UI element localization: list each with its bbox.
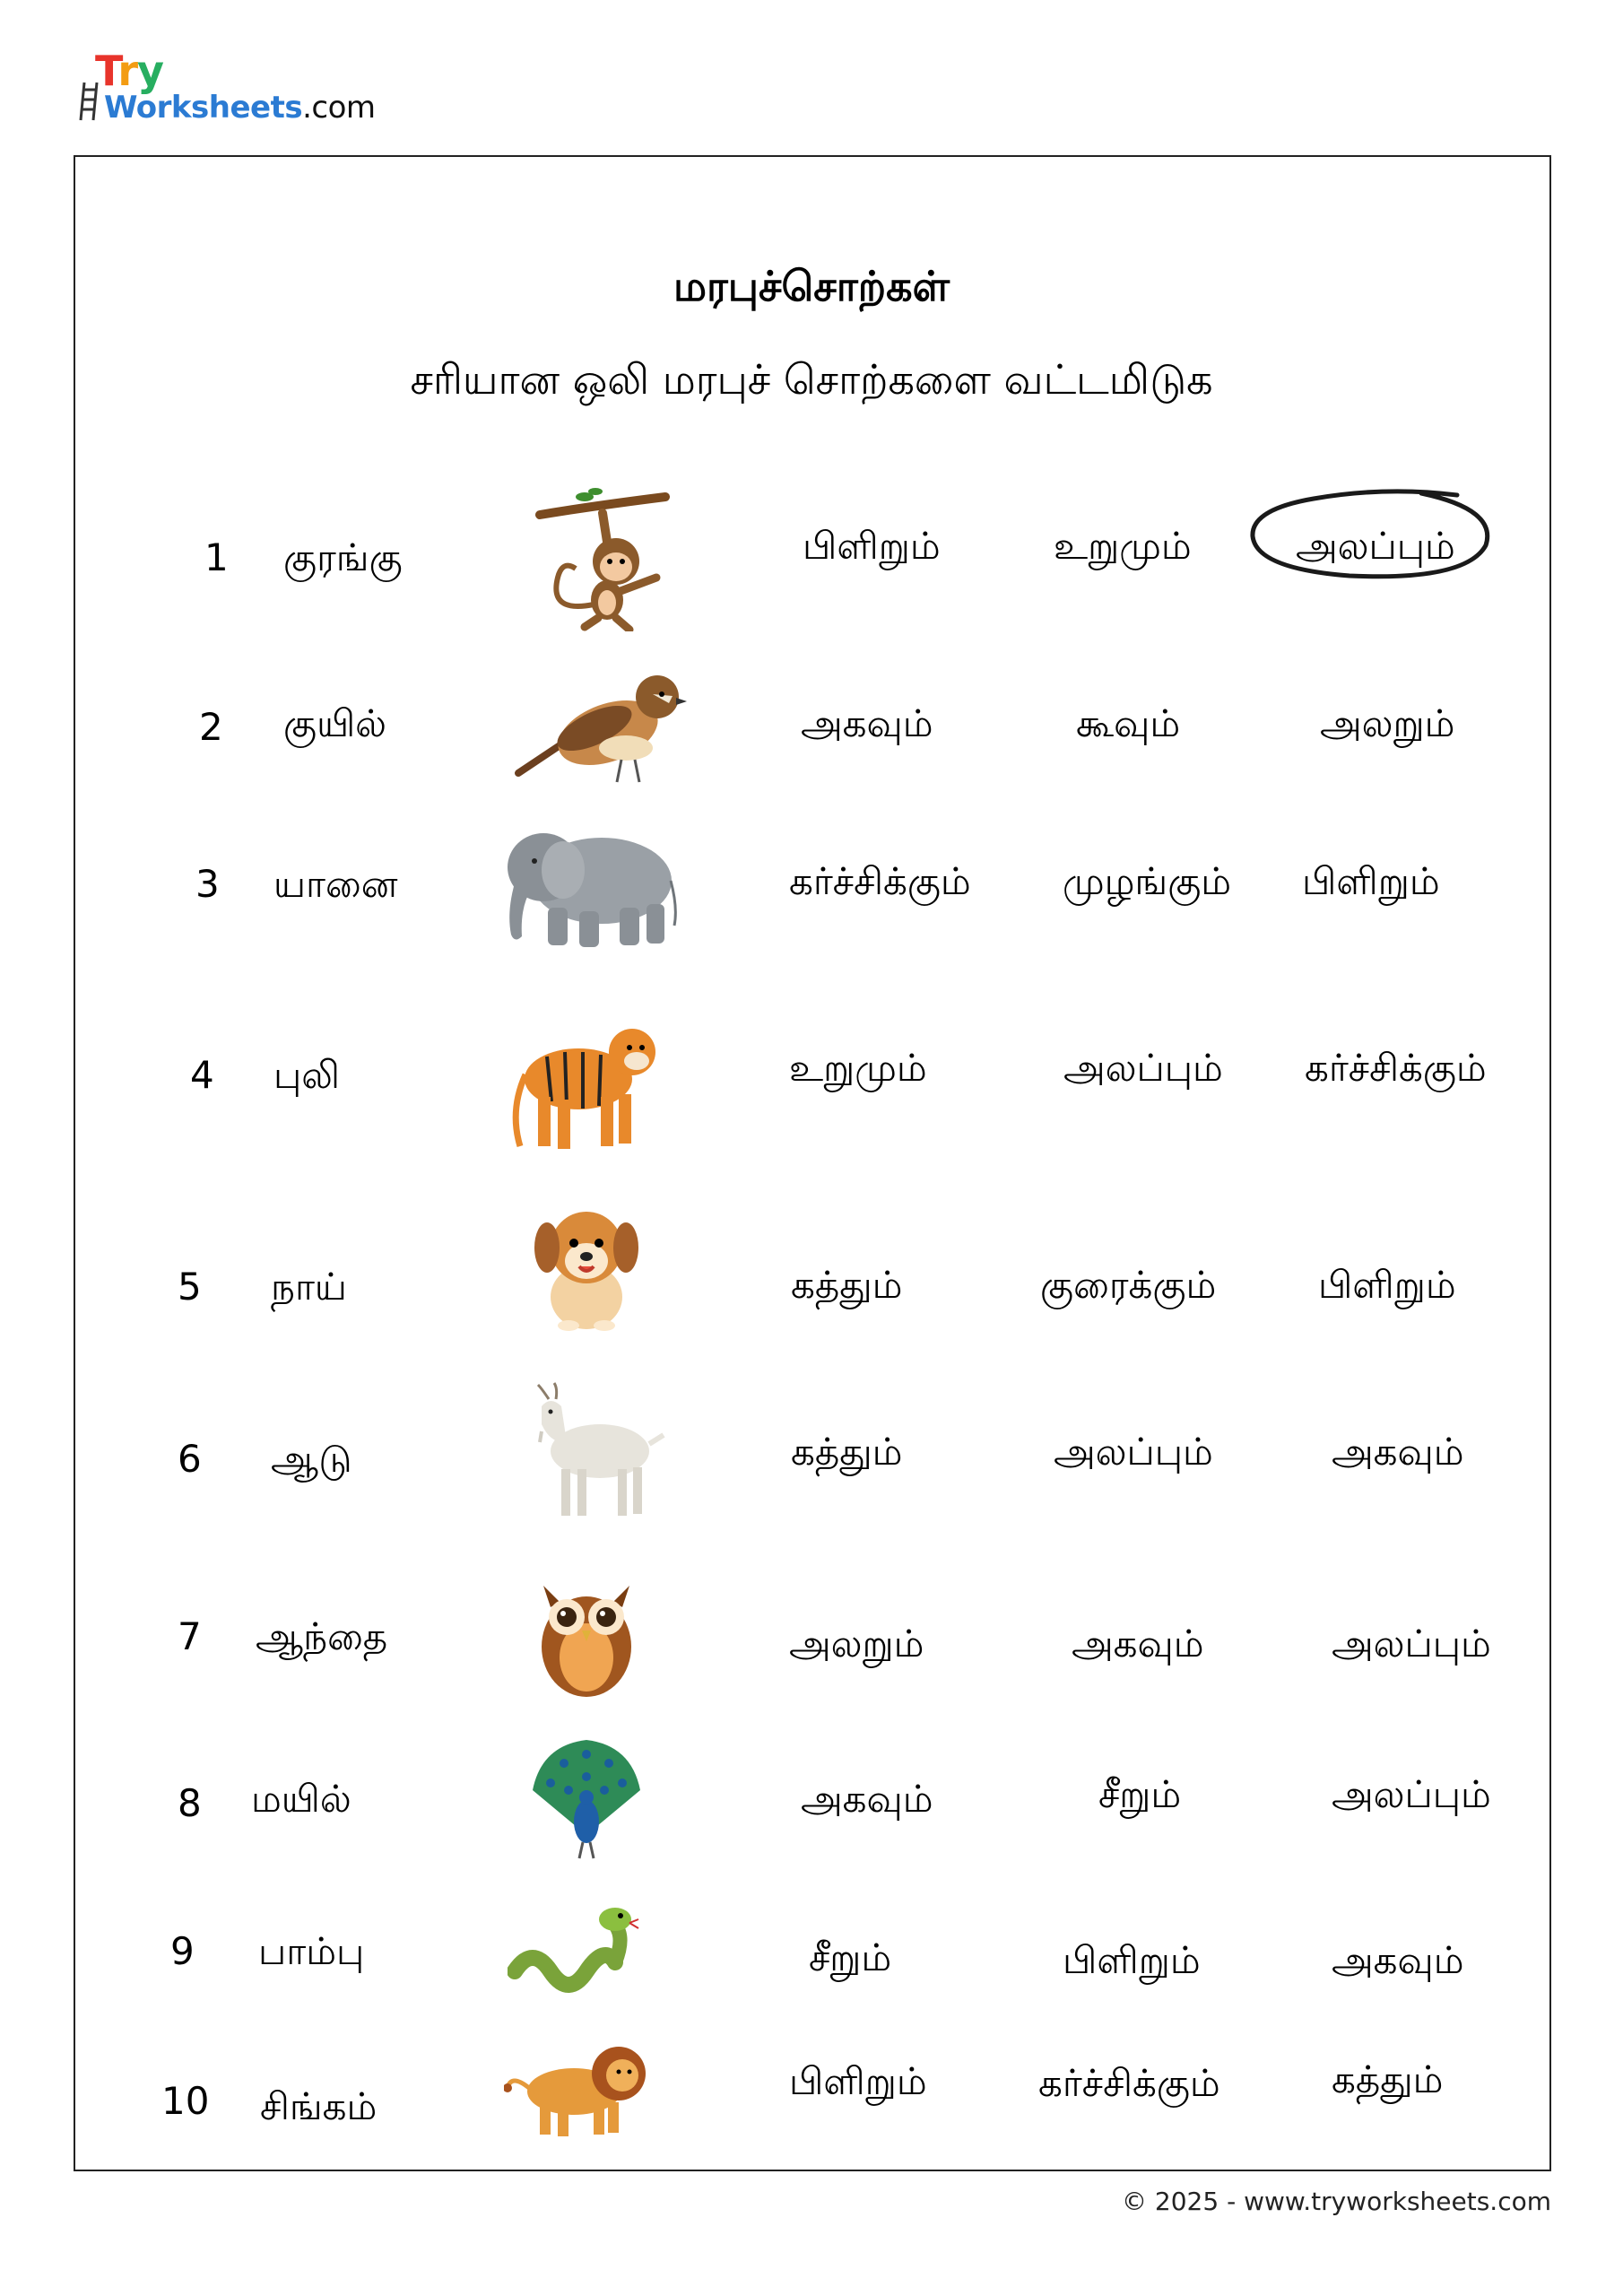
option-2[interactable]: சீறும் (1098, 1772, 1182, 1816)
option-1[interactable]: கர்ச்சிக்கும் (789, 859, 971, 903)
option-2[interactable]: குரைக்கும் (1040, 1263, 1217, 1307)
option-3[interactable]: அகவும் (1332, 1938, 1464, 1982)
dog-icon (524, 1198, 649, 1333)
option-1[interactable]: அகவும் (801, 701, 933, 745)
row-number: 6 (178, 1437, 202, 1481)
option-3[interactable]: அலறும் (1320, 701, 1455, 745)
option-3[interactable]: பிளிறும் (1302, 859, 1440, 903)
animal-name: ஆடு (271, 1437, 352, 1481)
option-2[interactable]: உறுமும் (1054, 524, 1192, 568)
option-1[interactable]: கத்தும் (791, 1263, 903, 1307)
animal-name: புலி (273, 1053, 341, 1097)
animal-name: நாய் (271, 1265, 347, 1309)
answer-circle-icon (1242, 483, 1497, 590)
option-1[interactable]: அலறும் (789, 1622, 924, 1665)
lion-icon (504, 2038, 647, 2138)
option-3[interactable]: அலப்பும் (1296, 524, 1455, 568)
option-3[interactable]: அலப்பும் (1332, 1772, 1491, 1816)
option-1[interactable]: பிளிறும் (789, 2059, 927, 2103)
option-1[interactable]: உறுமும் (789, 1046, 927, 1090)
logo-try: Try (95, 47, 164, 95)
elephant-icon (499, 818, 678, 952)
option-2[interactable]: அலப்பும் (1054, 1430, 1213, 1474)
option-2[interactable]: கூவும் (1076, 701, 1181, 745)
monkey-icon (531, 479, 674, 631)
owl-icon (533, 1568, 640, 1700)
option-3[interactable]: கத்தும் (1332, 2057, 1444, 2101)
option-2[interactable]: கர்ச்சிக்கும் (1038, 2061, 1220, 2105)
option-2[interactable]: அலப்பும் (1063, 1046, 1223, 1090)
option-2[interactable]: முழங்கும் (1063, 859, 1232, 903)
peacock-icon (524, 1736, 649, 1862)
animal-name: யானை (273, 862, 398, 906)
tiger-icon (502, 1012, 664, 1155)
row-number: 10 (161, 2079, 210, 2123)
worksheet-title: மரபுச்சொற்கள் (673, 262, 950, 310)
snake-icon (508, 1900, 642, 1998)
option-3[interactable]: அலப்பும் (1332, 1622, 1491, 1665)
animal-name: சிங்கம் (260, 2084, 378, 2128)
row-number: 3 (195, 862, 220, 906)
animal-name: குயில் (283, 701, 387, 745)
worksheet-instruction: சரியான ஒலி மரபுச் சொற்களை வட்டமிடுக (410, 355, 1213, 404)
option-3[interactable]: பிளிறும் (1318, 1263, 1456, 1307)
logo-worksheets: Worksheets.com (104, 90, 376, 126)
row-number: 7 (178, 1614, 202, 1658)
option-2[interactable]: அகவும் (1072, 1622, 1204, 1665)
worksheet-frame (74, 155, 1551, 2171)
row-number: 5 (178, 1265, 202, 1309)
row-number: 2 (199, 705, 223, 749)
animal-name: ஆந்தை (256, 1614, 388, 1658)
row-number: 8 (178, 1781, 202, 1825)
option-1[interactable]: பிளிறும் (803, 524, 941, 568)
animal-name: மயில் (251, 1777, 352, 1821)
site-logo (79, 47, 376, 127)
option-1[interactable]: கத்தும் (791, 1430, 903, 1474)
copyright-footer: © 2025 - www.tryworksheets.com (1122, 2187, 1551, 2216)
koel-bird-icon (509, 665, 689, 787)
row-number: 1 (204, 535, 229, 579)
option-2[interactable]: பிளிறும் (1063, 1938, 1201, 1982)
option-1[interactable]: அகவும் (801, 1777, 933, 1821)
row-number: 4 (190, 1053, 214, 1097)
row-number: 9 (170, 1929, 195, 1973)
option-3[interactable]: அகவும் (1332, 1430, 1464, 1474)
option-1[interactable]: சீறும் (809, 1935, 892, 1979)
option-3[interactable]: கர்ச்சிக்கும் (1305, 1046, 1487, 1090)
animal-name: பாம்பு (258, 1929, 365, 1973)
goat-icon (515, 1379, 667, 1523)
animal-name: குரங்கு (283, 535, 403, 579)
